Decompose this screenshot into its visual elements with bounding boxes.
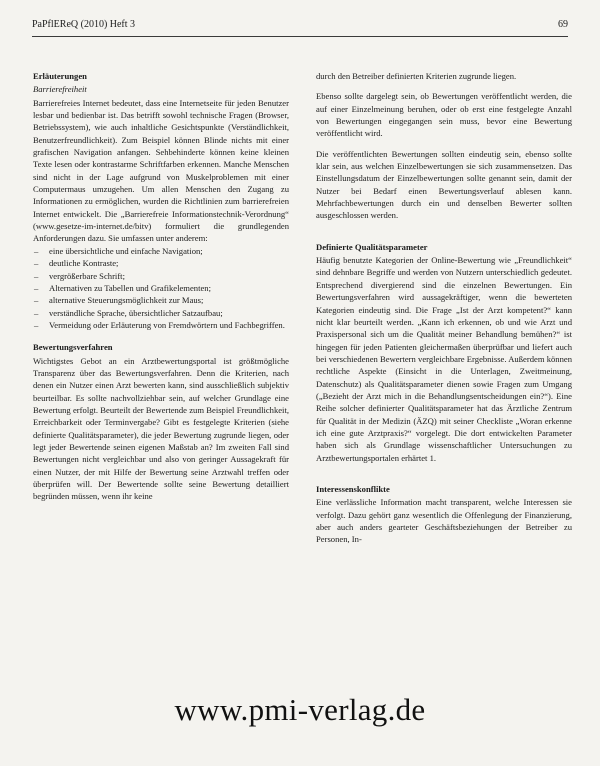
- publisher-url: www.pmi-verlag.de: [174, 692, 426, 727]
- list-item: – Alternativen zu Tabellen und Grafikelementen;: [33, 282, 289, 294]
- paragraph-barrierefreiheit: Barrierefreies Internet bedeutet, dass eine Internetseite für jeden Benutzer lesbar und bedienbar ist. Das betrifft sowohl technische Fragen (Browser, Betriebssystem), wie auch inhaltliche Gesichtspunkte (Verständlichkeit, Benutzerfreundlichkeit). Zum Beispiel können Blinde nichts mit einer grafischen Navigation anfangen. Sehbehinderte können keine kleinen Texte lesen oder kontrastarme Schriftfarben erkennen. Manche Menschen sind nicht in der Lage aufgrund von Muskelproblemen mit einer Computermaus umzugehen. Um allen Menschen den Zugang zu Informationen zu ermöglichen, wurden die Richtlinien zum barrierefreien Internet entwickelt. Die „Barrierefreie Informationstechnik-Verordnung“ (www.gesetze-im-internet.de/bitv) formuliert die grundlegenden Anforderungen dazu. Sie umfassen unter anderem:: [33, 97, 289, 244]
- paragraph-continuation: durch den Betreiber definierten Kriterien zugrunde liegen.: [316, 71, 517, 81]
- list-item: – vergrößerbare Schrift;: [33, 270, 289, 282]
- page-number: 69: [558, 19, 568, 30]
- paragraph-einzelbewertungen: Die veröffentlichten Bewertungen sollten eindeutig sein, ebenso sollte klar sein, aus welchen Einzelbewertungen sie sich zusammensetzen. Das Einstellungsdatum der Einzelbewertungen sollte genannt sein, damit der Nutzer bei Bedarf einen Bewertungsverlauf ablesen kann. Mehrfachbewertungen durch ein und denselben Bewerter sollten ausgeschlossen werden.: [316, 148, 572, 221]
- journal-title: PaPflEReQ (2010) Heft 3: [32, 19, 136, 30]
- list-item: – verständliche Sprache, übersichtlicher Satzaufbau;: [33, 307, 289, 319]
- subheading-barrierefreiheit: Barrierefreiheit: [33, 84, 87, 95]
- section-heading-interessenskonflikte: Interessenskonflikte: [316, 483, 390, 494]
- section-heading-qualitaetsparameter: Definierte Qualitätsparameter: [316, 241, 428, 252]
- running-header: [32, 16, 568, 37]
- requirements-list: [33, 245, 289, 331]
- section-heading-erlaeuterungen: Erläuterungen: [33, 71, 87, 81]
- list-item: – eine übersichtliche und einfache Navigation;: [33, 245, 289, 257]
- list-item: – alternative Steuerungsmöglichkeit zur Maus;: [33, 294, 289, 306]
- left-column: [33, 70, 289, 503]
- paragraph-qualitaetsparameter: Häufig benutzte Kategorien der Online-Bewertung wie „Freundlichkeit“ sind dehnbare Begriffe und werden von Nutzern unterschiedlich gedeutet. Entsprechend divergierend sind die einzelnen Bewertungen. Ein Bewertungsverfahren wird aussagekräftiger, wenn die bewerteten Kategorien eindeutig sind. Die Frage „Ist der Arzt kompetent?“ kann nicht klar beurteilt werden. „Kann ich erkennen, ob und wie Arzt und Praxispersonal sich um die Qualität meiner Behandlung bemühen?“ ist hingegen für jeden Patienten gleichermaßen überprüfbar und liefert auch bei verschiedenen Bewertern vergleichbare Ergebnisse. Außerdem können rechtliche Aspekte (Einsicht in die Unterlagen, Zweitmeinung, Datenschutz) als Qualitätsparameter dienen sowie Fragen zum Umgang („Bezieht der Arzt mich in die Behandlungsentscheidungen ein?“). Eine Reihe solcher definierter Qualitätsparameter hat das Ärztliche Zentrum für Qualität in der Medizin (ÄZQ) mit seiner Checkliste „Woran erkenne ich eine gute Arztpraxis?“ vorgelegt. Die dort entwickelten Parameter haben sich als Grundlage wissenschaftlicher Untersuchungen zu Arztbewertungsportalen erhärtet 1.: [316, 255, 572, 463]
- paragraph-bewertungsverfahren: Wichtigstes Gebot an ein Arztbewertungsportal ist größtmögliche Transparenz über das Bewertungsverfahren. Denn die Kriterien, nach denen ein Nutzer einen Arzt bewerten kann, sind ausschließlich subjektiv beurteilbar. Es sollte nachvollziehbar sein, auf welcher Grundlage eine Bewertung erfolgt. Beurteilt der Bewertende zum Beispiel Freundlichkeit, Erreichbarkeit oder Terminvergabe? Gibt es festgelegte Kriterien (siehe definierte Qualitätsparameter), die jeder Bewertung zugrunde liegen, oder legt jeder Bewertende seinen eigenen Maßstab an? Im zweiten Fall sind Bewertungen nicht vergleichbar und also von geringer Aussagekraft für einen Nutzer, der mit Hilfe der Bewertung seine Arztwahl treffen oder überprüfen will. Der Bewertende sollte seine Bewertung detailliert begründen müssen, wenn ihr keine: [33, 355, 289, 502]
- list-item: – Vermeidung oder Erläuterung von Fremdwörtern und Fachbegriffen.: [33, 319, 289, 331]
- list-item: – deutliche Kontraste;: [33, 257, 289, 269]
- right-column: [316, 70, 572, 546]
- paragraph-veroeffentlichung: Ebenso sollte dargelegt sein, ob Bewertungen veröffentlicht werden, die auf einer Einzelmeinung beruhen, oder ob erst eine festgelegte Anzahl von Bewertungen eingegangen sein muss, bevor eine Bewertung veröffentlicht wird.: [316, 91, 572, 139]
- section-heading-bewertungsverfahren: Bewertungsverfahren: [33, 342, 113, 353]
- paragraph-interessenskonflikte: Eine verlässliche Information macht transparent, welche Interessen sie verfolgt. Dazu gehört ganz wesentlich die Offenlegung der Finanzierung, aber auch anders gearteter Geschäftsbeziehungen der Betreiber zu Personen, In-: [316, 497, 572, 545]
